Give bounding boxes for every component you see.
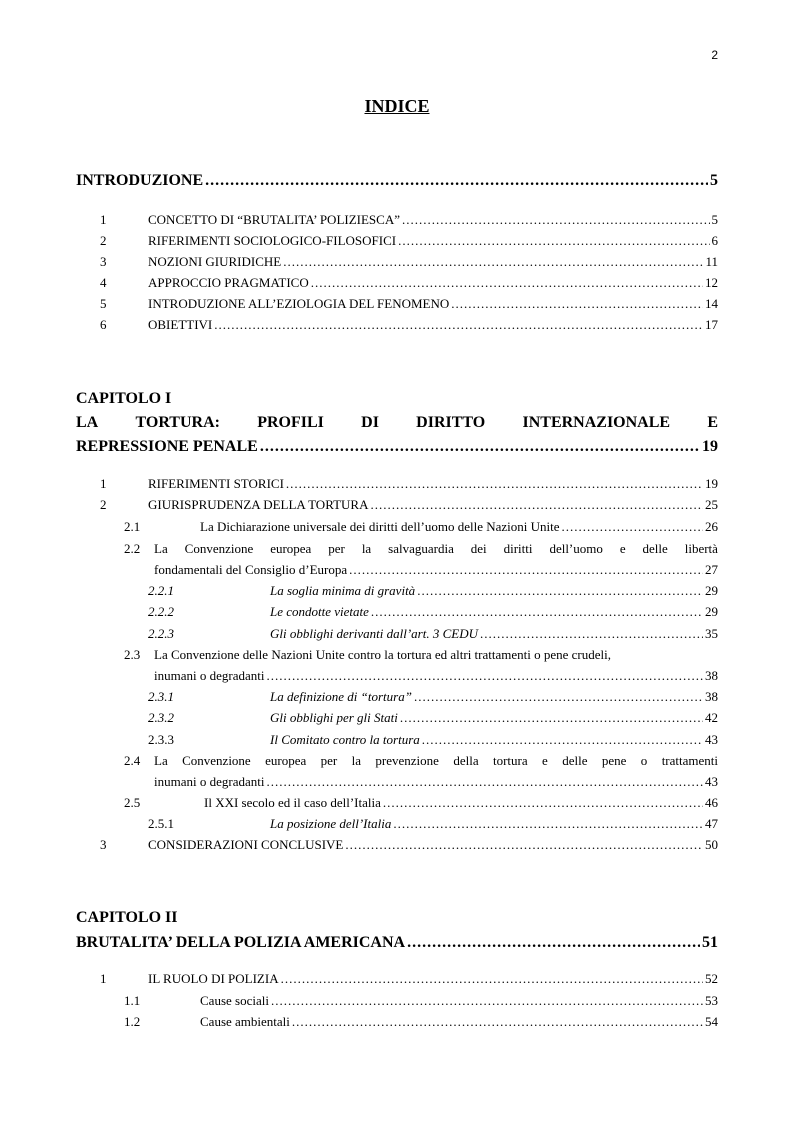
toc-label: Cause ambientali	[200, 1014, 290, 1029]
title-word: LA	[76, 414, 99, 431]
toc-entry[interactable]	[76, 519, 718, 535]
title-word: La	[154, 753, 168, 768]
toc-page: 29	[705, 604, 718, 619]
toc-entry[interactable]	[76, 296, 718, 312]
toc-entry[interactable]	[76, 476, 718, 492]
toc-label: INTRODUZIONE	[76, 172, 204, 189]
toc-page: 19	[705, 476, 718, 491]
title-word: per	[320, 753, 338, 768]
title-word: TORTURA:	[135, 414, 220, 431]
toc-entry[interactable]	[76, 837, 718, 853]
toc-page: 47	[705, 816, 718, 831]
title-word: libertà	[684, 541, 718, 556]
toc-label: RIFERIMENTI SOCIOLOGICO-FILOSOFICI	[148, 233, 397, 248]
toc-entry[interactable]	[76, 710, 718, 726]
page-title: INDICE	[364, 96, 430, 116]
toc-page: 35	[705, 626, 718, 641]
toc-entry[interactable]	[76, 732, 718, 748]
toc-number: 2.3.2	[148, 710, 174, 725]
toc-page: 54	[705, 1014, 718, 1029]
toc-entry-chapter-1[interactable]	[76, 438, 718, 456]
toc-page: 12	[705, 275, 718, 290]
toc-entry[interactable]	[154, 774, 718, 790]
chapter-heading: CAPITOLO II	[76, 909, 178, 926]
title-word: trattamenti	[661, 753, 718, 768]
title-word: pene	[601, 753, 627, 768]
title-word: prevenzione	[375, 753, 439, 768]
title-word: INTERNAZIONALE	[522, 414, 671, 431]
title-word: DIRITTO	[416, 414, 486, 431]
toc-entry[interactable]	[76, 604, 718, 620]
toc-number: 1	[100, 971, 107, 986]
toc-label: fondamentali del Consiglio d’Europa	[154, 562, 348, 577]
toc-number: 3	[100, 837, 107, 852]
title-word: europea	[270, 541, 312, 556]
toc-entry-introduzione[interactable]	[76, 172, 718, 190]
title-word: Convenzione	[184, 541, 254, 556]
toc-label: REPRESSIONE PENALE	[76, 438, 258, 455]
title-word: delle	[642, 541, 668, 556]
toc-label: Gli obblighi derivanti dall’art. 3 CEDU	[270, 626, 478, 641]
title-word: o	[640, 753, 648, 768]
toc-label: Gli obblighi per gli Stati	[270, 710, 398, 725]
toc-label: BRUTALITA’ DELLA POLIZIA AMERICANA	[76, 934, 406, 951]
toc-entry[interactable]	[154, 562, 718, 578]
toc-number: 2.3.1	[148, 689, 174, 704]
toc-page: 46	[705, 795, 718, 810]
toc-number: 2.2.1	[148, 583, 174, 598]
toc-page: 38	[705, 689, 718, 704]
title-word: e	[542, 753, 548, 768]
toc-page: 51	[702, 934, 718, 951]
title-word: e	[619, 541, 626, 556]
chapter-heading: CAPITOLO I	[76, 390, 172, 407]
toc-number: 2.1	[124, 519, 141, 534]
toc-number: 2.2	[124, 541, 141, 556]
title-word: E	[707, 414, 718, 431]
toc-entry-line[interactable]	[154, 541, 718, 557]
toc-number: 6	[100, 317, 107, 332]
toc-entry[interactable]	[76, 1014, 718, 1030]
toc-page: 5	[711, 212, 718, 227]
toc-number: 2.4	[124, 753, 141, 768]
toc-entry[interactable]	[76, 233, 718, 249]
toc-entry[interactable]	[76, 626, 718, 642]
toc-page: 25	[705, 497, 718, 512]
toc-number: 1	[100, 212, 107, 227]
toc-label: OBIETTIVI	[148, 317, 213, 332]
toc-number: 2	[100, 233, 107, 248]
toc-number: 1.1	[124, 993, 141, 1008]
toc-page: 11	[705, 254, 718, 269]
toc-page: 19	[702, 438, 718, 455]
toc-label: Cause sociali	[200, 993, 269, 1008]
toc-label: INTRODUZIONE ALL’EZIOLOGIA DEL FENOMENO	[148, 296, 450, 311]
title-word: dei	[470, 541, 487, 556]
title-word: per	[328, 541, 345, 556]
toc-page: 38	[705, 668, 718, 683]
toc-label: inumani o degradanti	[154, 668, 265, 683]
title-word: la	[351, 753, 362, 768]
toc-entry[interactable]	[76, 497, 718, 513]
toc-page: 50	[705, 837, 718, 852]
title-word: salvaguardia	[388, 541, 454, 556]
toc-entry[interactable]	[76, 212, 718, 228]
toc-entry[interactable]	[76, 583, 718, 599]
toc-number: 2	[100, 497, 107, 512]
toc-label: Il XXI secolo ed il caso dell’Italia	[204, 795, 381, 810]
chapter-title-line	[76, 414, 718, 432]
title-word: PROFILI	[257, 414, 324, 431]
toc-page: 53	[705, 993, 718, 1008]
toc-number: 2.5.1	[148, 816, 174, 831]
title-word: tortura	[492, 753, 528, 768]
toc-page: 26	[705, 519, 718, 534]
toc-label: La posizione dell’Italia	[270, 816, 392, 831]
title-word: la	[361, 541, 372, 556]
toc-number: 2.5	[124, 795, 141, 810]
toc-number: 4	[100, 275, 107, 290]
toc-number: 3	[100, 254, 107, 269]
toc-label: APPROCCIO PRAGMATICO	[148, 275, 309, 290]
toc-label: La definizione di “tortura”	[270, 689, 412, 704]
title-word: dell’uomo	[549, 541, 603, 556]
toc-entry[interactable]	[76, 254, 718, 270]
toc-label: inumani o degradanti	[154, 774, 265, 789]
toc-page: 5	[710, 172, 718, 189]
toc-entry[interactable]	[76, 816, 718, 832]
toc-number: 1	[100, 476, 107, 491]
toc-entry[interactable]	[76, 993, 718, 1009]
toc-number: 1.2	[124, 1014, 141, 1029]
toc-label: NOZIONI GIURIDICHE	[148, 254, 282, 269]
title-word: Convenzione	[182, 753, 251, 768]
toc-page: 6	[711, 233, 718, 248]
title-word: diritti	[503, 541, 533, 556]
toc-entry[interactable]	[76, 795, 718, 811]
toc-entry[interactable]	[76, 971, 718, 987]
toc-page: 42	[705, 710, 718, 725]
toc-label: IL RUOLO DI POLIZIA	[148, 971, 279, 986]
toc-page: 43	[705, 732, 718, 747]
toc-entry[interactable]	[76, 689, 718, 705]
toc-number: 2.3.3	[148, 732, 174, 747]
toc-label[interactable]: La Convenzione delle Nazioni Unite contro la tortura ed altri trattamenti o pene crudeli,	[154, 647, 611, 662]
toc-entry[interactable]	[76, 275, 718, 291]
toc-entry-line[interactable]	[154, 753, 718, 769]
toc-entry[interactable]	[154, 668, 718, 684]
toc-page: 52	[705, 971, 718, 986]
toc-number: 2.3	[124, 647, 141, 662]
toc-number: 2.2.2	[148, 604, 174, 619]
toc-page: 27	[705, 562, 718, 577]
toc-page: 14	[705, 296, 718, 311]
toc-page: 43	[705, 774, 718, 789]
toc-page: 29	[705, 583, 718, 598]
toc-number: 2.2.3	[148, 626, 174, 641]
toc-label: CONSIDERAZIONI CONCLUSIVE	[148, 837, 344, 852]
toc-label: La Dichiarazione universale dei diritti dell’uomo delle Nazioni Unite	[200, 519, 560, 534]
title-word: DI	[361, 414, 379, 431]
toc-label: Le condotte vietate	[270, 604, 369, 619]
toc-label: Il Comitato contro la tortura	[270, 732, 420, 747]
toc-page: 17	[705, 317, 718, 332]
toc-label: La soglia minima di gravità	[270, 583, 416, 598]
toc-entry-chapter-2[interactable]	[76, 934, 718, 952]
toc-number: 5	[100, 296, 107, 311]
toc-label: CONCETTO DI “BRUTALITA’ POLIZIESCA”	[148, 212, 400, 227]
title-word: delle	[562, 753, 588, 768]
title-word: La	[154, 541, 168, 556]
title-word: della	[453, 753, 479, 768]
toc-label: RIFERIMENTI STORICI	[148, 476, 284, 491]
title-word: europea	[265, 753, 307, 768]
toc-label: GIURISPRUDENZA DELLA TORTURA	[148, 497, 369, 512]
toc-entry[interactable]	[76, 317, 718, 333]
page-number: 2	[711, 48, 718, 62]
